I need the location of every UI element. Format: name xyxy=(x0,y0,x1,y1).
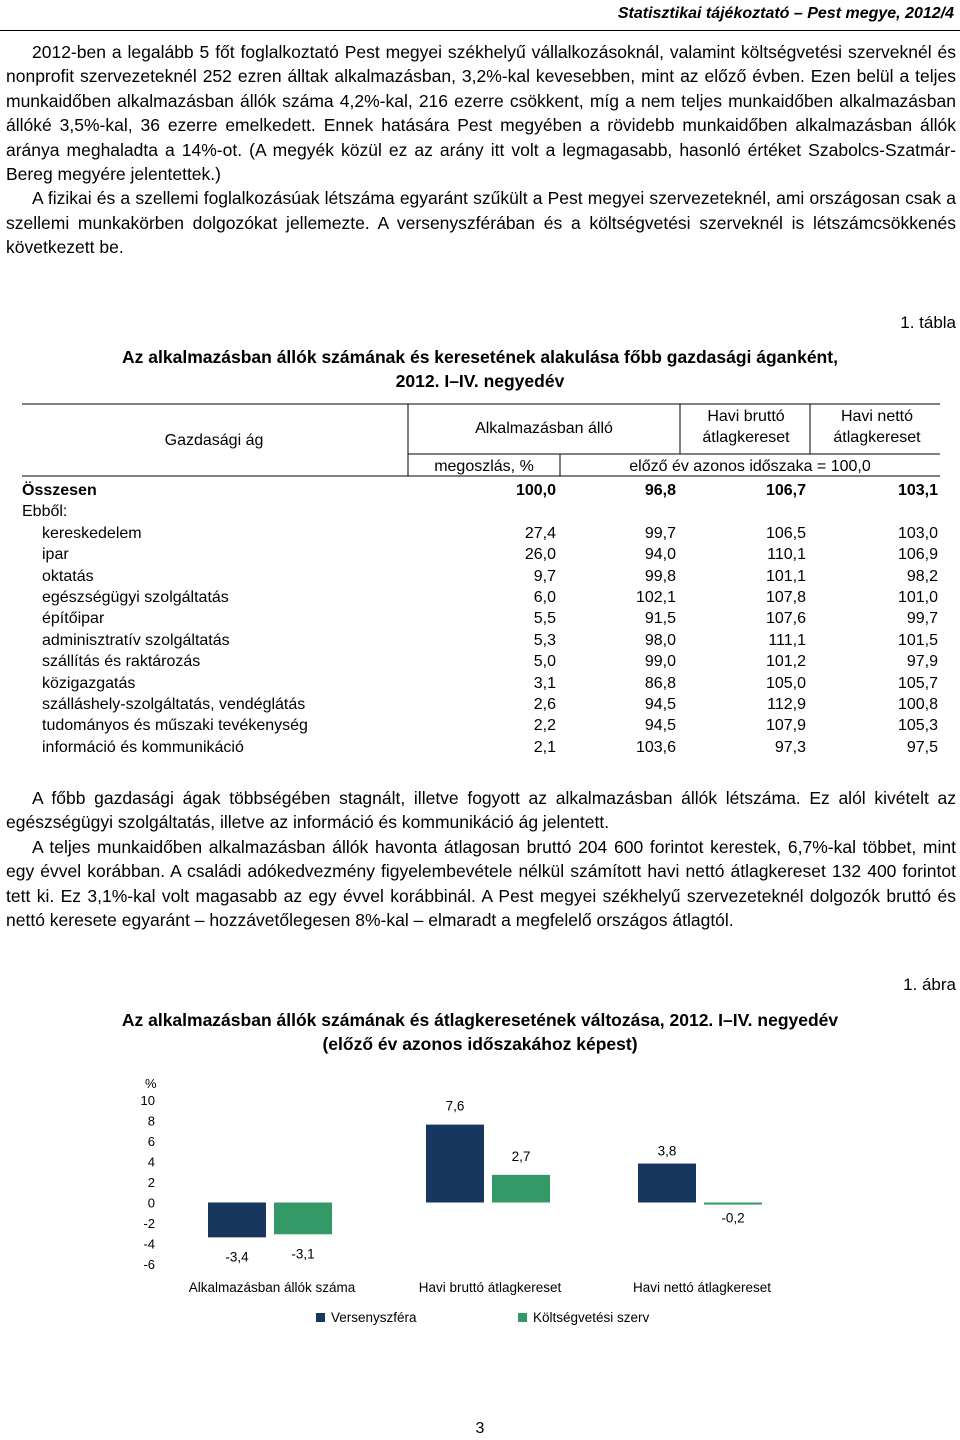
cell: 5,3 xyxy=(533,631,556,649)
mid-paragraph-1: A főbb gazdasági ágak többségében stagnált, illetve fogyott az alkalmazásban állók létszáma. Ez alól kivételt az egészségügyi szolgáltatás, illetve az információ és kommunikáció ág jelentett. xyxy=(6,788,956,833)
cell: 111,1 xyxy=(768,631,806,649)
cell: 3,1 xyxy=(533,674,556,692)
cell: 98,0 xyxy=(644,631,676,649)
table-row xyxy=(22,630,942,651)
col-header-net: Havi nettó átlagkereset xyxy=(833,408,921,446)
cell: 101,2 xyxy=(765,653,806,671)
row-label: információ és kommunikáció xyxy=(42,738,244,756)
unit-share: megoszlás, % xyxy=(434,458,534,475)
cell: 100,8 xyxy=(897,696,938,714)
cell: 112,9 xyxy=(767,696,806,714)
y-axis-unit: % xyxy=(145,1076,157,1091)
legend-swatch xyxy=(316,1313,325,1322)
bar xyxy=(208,1203,266,1238)
cell: 5,0 xyxy=(533,653,556,671)
table-row xyxy=(22,544,942,565)
table-row xyxy=(22,737,942,758)
figure-label: 1. ábra xyxy=(903,975,956,994)
intro-text xyxy=(6,40,956,260)
cell: 105,0 xyxy=(765,674,806,692)
cell: 106,9 xyxy=(897,546,938,564)
y-tick-label: 8 xyxy=(147,1113,155,1129)
table-row xyxy=(22,566,942,587)
row-label: ipar xyxy=(42,546,69,564)
table-row xyxy=(22,523,942,544)
bar-chart xyxy=(0,1068,960,1338)
row-label: egészségügyi szolgáltatás xyxy=(42,589,229,607)
page-header xyxy=(0,0,960,31)
cell: 107,6 xyxy=(765,610,806,628)
cell: 103,6 xyxy=(635,738,676,756)
data-label: -3,1 xyxy=(291,1246,315,1262)
data-label: 7,6 xyxy=(445,1098,465,1114)
cell: 94,0 xyxy=(644,546,676,564)
table-row xyxy=(22,694,942,715)
cell: 9,7 xyxy=(533,567,556,585)
row-label: adminisztratív szolgáltatás xyxy=(42,631,230,649)
cell: 2,6 xyxy=(533,696,556,714)
col-header-employed: Alkalmazásban álló xyxy=(475,420,613,437)
y-tick-label: -4 xyxy=(143,1236,155,1252)
intro-paragraph-2: A fizikai és a szellemi foglalkozásúak létszáma egyaránt szűkült a Pest megyei szervezeteknél, ami országosan csak a szellemi munkakörben dolgozókat jellemezte. A versenyszférában és a költségvetési szerveknél is létszámcsökkenés következett be. xyxy=(6,188,956,258)
cell: 106,5 xyxy=(765,524,806,542)
table-row-total xyxy=(22,480,942,501)
page-number: 3 xyxy=(475,1420,485,1437)
bar xyxy=(704,1203,762,1205)
cell: 99,7 xyxy=(906,610,938,628)
cell: 102,1 xyxy=(635,589,676,607)
table-label: 1. tábla xyxy=(900,313,956,332)
x-category-label: Alkalmazásban állók száma xyxy=(188,1280,356,1295)
cell: 107,8 xyxy=(765,589,806,607)
legend-swatch xyxy=(518,1313,527,1322)
row-label: építőipar xyxy=(42,610,105,628)
unit-index: előző év azonos időszaka = 100,0 xyxy=(629,458,871,475)
chart-title: Az alkalmazásban állók számának és átlagkeresetének változása, 2012. I–IV. negyedév xyxy=(121,1010,839,1030)
data-table xyxy=(22,480,942,758)
x-category-label: Havi nettó átlagkereset xyxy=(632,1280,772,1295)
data-label: 2,7 xyxy=(511,1148,531,1164)
mid-paragraph-2: A teljes munkaidőben alkalmazásban állók havonta átlagosan bruttó 204 600 forintot kerestek, 6,7%-kal többet, mint egy évvel korábban. A családi adókedvezmény figyelembevétele nélkül számított havi nettó átlagkereset 132 400 forintot tett ki. Ez 3,1%-kal volt magasabb az egy évvel korábbinál. A Pest megyei székhelyű szervezeteknél dolgozók bruttó és nettó keresete egyaránt – hozzávetőlegesen 8%-kal – elmaradt a megfelelő országos átlagtól. xyxy=(6,836,956,931)
cell: 99,7 xyxy=(644,524,676,542)
y-tick-label: 2 xyxy=(147,1175,155,1190)
cell: 110,1 xyxy=(767,546,806,564)
cell: 5,5 xyxy=(533,610,556,628)
x-category-label: Havi bruttó átlagkereset xyxy=(418,1280,562,1295)
row-label: Ebből: xyxy=(22,503,68,521)
y-tick-label: 10 xyxy=(140,1093,155,1108)
row-label: Összesen xyxy=(22,482,97,499)
cell: 97,5 xyxy=(906,738,938,756)
table-row xyxy=(22,587,942,608)
cell: 94,5 xyxy=(644,696,676,714)
cell: 97,9 xyxy=(906,653,938,671)
cell: 96,8 xyxy=(644,482,676,499)
table-title xyxy=(0,345,960,393)
cell: 94,5 xyxy=(644,717,676,735)
col-header-branch: Gazdasági ág xyxy=(164,432,264,449)
data-label: -3,4 xyxy=(225,1249,249,1265)
cell: 2,2 xyxy=(533,717,556,735)
cell: 107,9 xyxy=(765,717,806,735)
chart-subtitle: (előző év azonos időszakához képest) xyxy=(322,1034,638,1054)
legend-label: Költségvetési szerv xyxy=(533,1310,650,1325)
mid-text xyxy=(6,786,956,932)
data-label: 3,8 xyxy=(657,1143,677,1159)
row-label: tudományos és műszaki tevékenység xyxy=(42,717,308,735)
bar xyxy=(492,1175,550,1203)
cell: 101,5 xyxy=(897,631,938,649)
y-tick-label: -6 xyxy=(143,1257,155,1272)
cell: 106,7 xyxy=(765,482,806,499)
table-row-of-which xyxy=(22,501,942,522)
row-label: szállítás és raktározás xyxy=(42,653,201,671)
y-tick-label: -2 xyxy=(143,1216,155,1231)
table-row xyxy=(22,651,942,672)
header-title: Statisztikai tájékoztató – Pest megye, 2012/4 xyxy=(617,5,954,22)
cell: 103,0 xyxy=(897,524,938,542)
cell: 103,1 xyxy=(897,482,938,499)
row-label: közigazgatás xyxy=(42,674,136,692)
cell: 101,1 xyxy=(765,567,806,585)
cell: 98,2 xyxy=(906,567,938,585)
cell: 105,3 xyxy=(897,717,938,735)
bar xyxy=(426,1125,484,1203)
row-label: oktatás xyxy=(42,567,94,585)
cell: 105,7 xyxy=(897,674,938,692)
cell: 99,8 xyxy=(644,567,676,585)
intro-paragraph-1: 2012-ben a legalább 5 főt foglalkoztató Pest megyei székhelyű vállalkozásoknál, valamint költségvetési szerveknél és nonprofit szervezeteknél 252 ezren álltak alkalmazásban, 3,2%-kal kevesebben, mint az előző évben. Ezen belül a teljes munkaidőben alkalmazásban állók száma 4,2%-kal, 216 ezerre csökkent, míg a nem teljes munkaidőben alkalmazásban állóké 3,5%-kal, 36 ezerre emelkedett. Ennek hatására Pest megyében a rövidebb munkaidőben alkalmazásban állók aránya meghaladta a 14%-ot. (A megyék közül ez az arány itt volt a legmagasabb, hasonló értéket Szabolcs-Szatmár-Bereg megyére jelentettek.) xyxy=(6,42,956,185)
cell: 99,0 xyxy=(644,653,676,671)
row-label: szálláshely-szolgáltatás, vendéglátás xyxy=(42,696,306,714)
chart-title-block xyxy=(0,1008,960,1056)
table-title-line-1: Az alkalmazásban állók számának és keresetének alakulása főbb gazdasági áganként, xyxy=(122,347,838,367)
table-title-line-2: 2012. I–IV. negyedév xyxy=(395,371,565,391)
bar xyxy=(638,1164,696,1203)
y-tick-label: 0 xyxy=(147,1195,155,1211)
table-row xyxy=(22,673,942,694)
cell: 2,1 xyxy=(533,738,556,756)
table-row xyxy=(22,715,942,736)
cell: 86,8 xyxy=(644,674,676,692)
cell: 6,0 xyxy=(533,589,556,607)
bar xyxy=(274,1203,332,1235)
cell: 27,4 xyxy=(524,524,556,542)
y-tick-label: 4 xyxy=(147,1154,155,1170)
table-row xyxy=(22,608,942,629)
legend-label: Versenyszféra xyxy=(331,1310,417,1325)
y-tick-label: 6 xyxy=(147,1134,155,1149)
col-header-gross: Havi bruttó átlagkereset xyxy=(702,408,790,446)
cell: 97,3 xyxy=(774,738,806,756)
cell: 100,0 xyxy=(515,482,556,499)
cell: 91,5 xyxy=(644,610,676,628)
row-label: kereskedelem xyxy=(42,524,142,542)
cell: 26,0 xyxy=(524,546,556,564)
cell: 101,0 xyxy=(897,589,938,607)
data-label: -0,2 xyxy=(721,1210,745,1226)
